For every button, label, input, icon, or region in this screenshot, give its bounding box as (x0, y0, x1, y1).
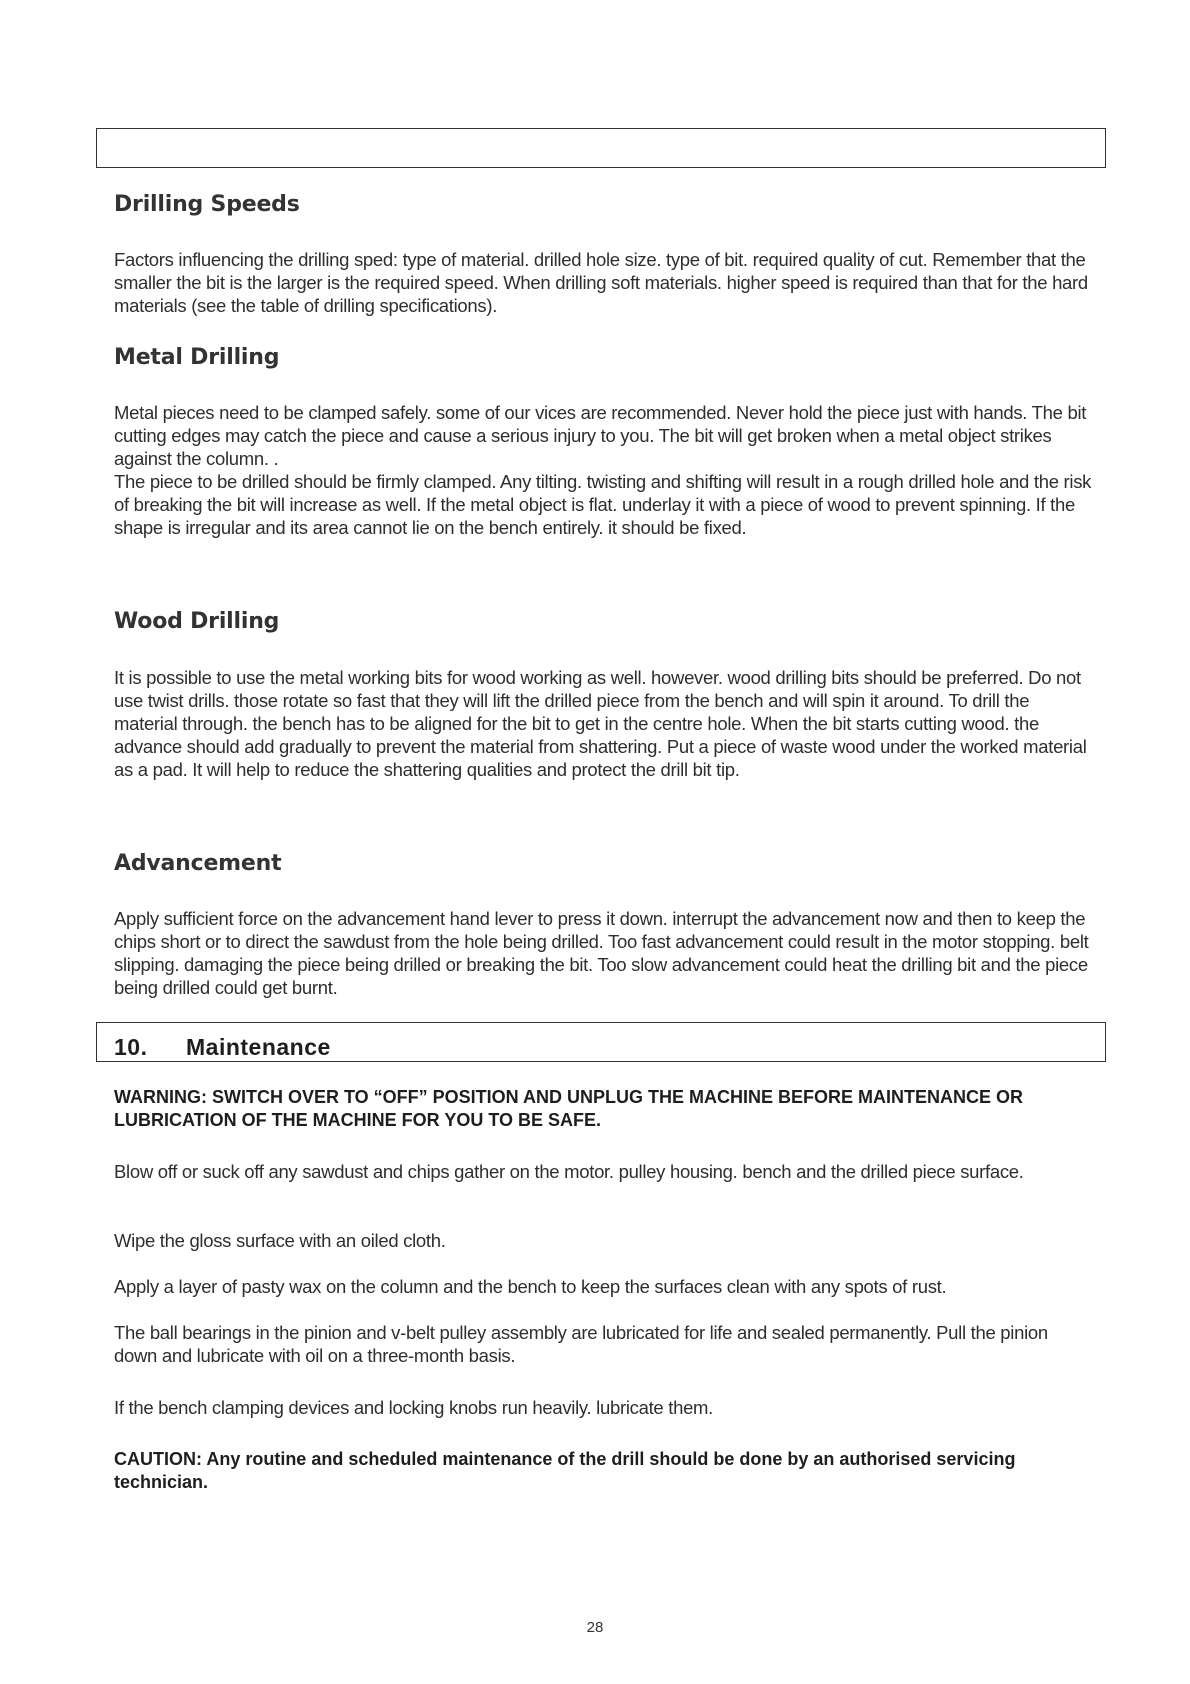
maintenance-title (114, 1034, 331, 1061)
advancement-text: Apply sufficient force on the advancement hand lever to press it down. interrupt the advancement now and then to keep the chips short or to direct the sawdust from the hole being drilled. Too fast advancement could result in the motor stopping. belt slipping. damaging the piece being drilled or breaking the bit. Too slow advancement could heat the drilling bit and the piece being drilled could get burnt. (114, 908, 1089, 998)
drilling-speeds-text: Factors influencing the drilling sped: type of material. drilled hole size. type of bit. required quality of cut. Remember that the smaller the bit is the larger is the required speed. When drilling soft materials. higher speed is required than that for the hard materials (see the table of drilling specifications). (114, 249, 1088, 316)
section-title-text: Maintenance (186, 1034, 331, 1060)
page-number: 28 (586, 1619, 604, 1636)
maintenance-text-2: Wipe the gloss surface with an oiled cloth. (114, 1230, 446, 1251)
maintenance-text-1: Blow off or suck off any sawdust and chips gather on the motor. pulley housing. bench and the drilled piece surface. (114, 1161, 1024, 1182)
wood-drilling-text: It is possible to use the metal working bits for wood working as well. however. wood drilling bits should be preferred. Do not use twist drills. those rotate so fast that they will lift the drilled piece from the bench and will spin it around. To drill the material through. the bench has to be aligned for the bit to get in the centre hole. When the bit starts cutting wood. the advance should add gradually to prevent the material from shattering. Put a piece of waste wood under the worked material as a pad. It will help to reduce the shattering qualities and protect the drill bit tip. (114, 667, 1087, 780)
advancement-heading: Advancement (114, 851, 282, 876)
section-number: 10. (114, 1034, 148, 1060)
maintenance-caution: CAUTION: Any routine and scheduled maintenance of the drill should be done by an authorised servicing technician. (114, 1449, 1016, 1492)
maintenance-text-5: If the bench clamping devices and locking knobs run heavily. lubricate them. (114, 1397, 714, 1418)
metal-drilling-text-1: Metal pieces need to be clamped safely. some of our vices are recommended. Never hold the piece just with hands. The bit cutting edges may catch the piece and cause a serious injury to you. The bit will get broken when a metal object strikes against the column. . (114, 402, 1087, 469)
metal-drilling-text-2: The piece to be drilled should be firmly clamped. Any tilting. twisting and shifting will result in a rough drilled hole and the risk of breaking the bit will increase as well. If the metal object is flat. underlay it with a piece of wood to prevent spinning. If the shape is irregular and its area cannot lie on the bench entirely. it should be fixed. (114, 471, 1092, 538)
maintenance-text-4: The ball bearings in the pinion and v-belt pulley assembly are lubricated for life and sealed permanently. Pull the pinion down and lubricate with oil on a three-month basis. (114, 1322, 1048, 1366)
header-box (96, 128, 1106, 168)
maintenance-text-3: Apply a layer of pasty wax on the column and the bench to keep the surfaces clean with any spots of rust. (114, 1276, 947, 1297)
wood-drilling-heading: Wood Drilling (114, 609, 280, 634)
metal-drilling-heading: Metal Drilling (114, 345, 280, 370)
maintenance-warning: WARNING: SWITCH OVER TO “OFF” POSITION AND UNPLUG THE MACHINE BEFORE MAINTENANCE OR LUBRICATION OF THE MACHINE FOR YOU TO BE SAFE. (114, 1087, 1023, 1130)
drilling-speeds-heading: Drilling Speeds (114, 192, 300, 217)
